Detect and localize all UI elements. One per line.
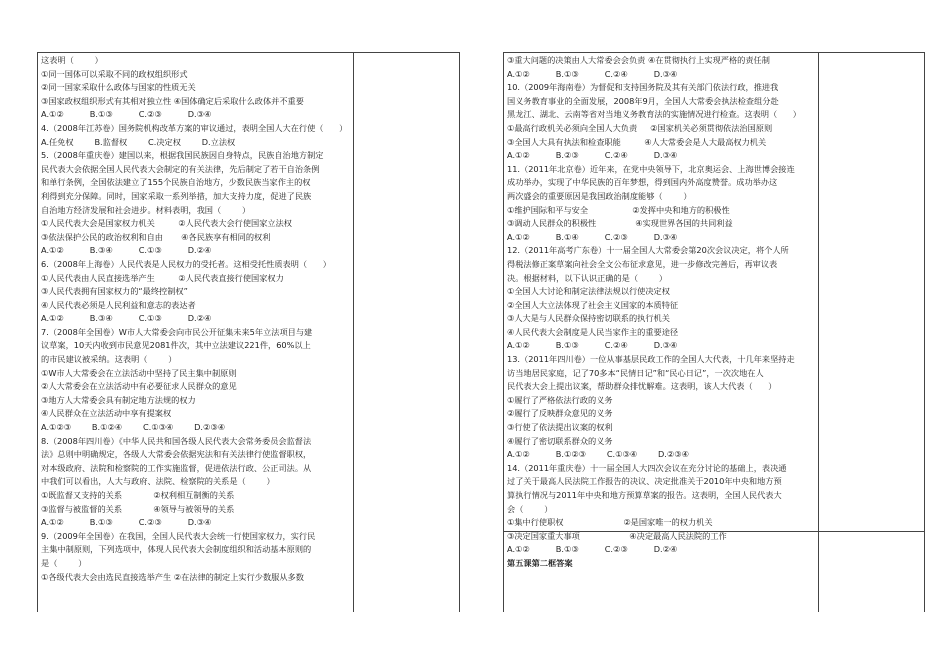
text-line: A.①② B.①③ C.②③ D.③④: [41, 109, 212, 120]
left-top-border: [37, 52, 459, 53]
text-line: 第五课第二框答案: [507, 557, 573, 568]
text-line: ②履行了反映群众意见的义务: [507, 408, 613, 419]
text-line: A.①②③ B.①②④ C.①③④ D.②③④: [41, 422, 226, 433]
text-line: 民代表大会上提出议案，帮助群众排忧解难。这表明，该人大代表（ ）: [507, 381, 777, 392]
text-line: 8.（2008年四川卷）《中华人民共和国各级人民代表大会常务委员会监督法: [41, 435, 312, 446]
text-line: A.①② B.③④ C.①③ D.②④: [41, 313, 212, 324]
text-line: ③重大问题的决策由人大常委会会负责 ④在贯彻执行上实现严格的责任制: [507, 55, 770, 65]
text-line: 10.（2009年海南卷）为督促和支持国务院及其有关部门依法行政，推进我: [507, 82, 779, 93]
text-line: ①最高行政机关必须向全国人大负责 ②国家机关必须贯彻依法治国原则: [507, 122, 773, 133]
text-line: 会（ ）: [507, 503, 553, 514]
text-line: 6.（2008年上海卷）人民代表是人民权力的受托者。这相受托性质表明（ ）: [41, 258, 331, 269]
text-line: 访当地居民家庭，记了70多本“民情日记”和“民心日记”，一次次地在人: [507, 367, 764, 378]
text-line: ①履行了严格依法行政的义务: [507, 394, 613, 405]
text-line: ③行使了依法提出议案的权利: [507, 422, 613, 433]
text-line: 7.（2008年全国卷）W市人大常委会向市民公开征集未来5年立法项目与建: [41, 326, 313, 337]
text-line: ①同一国体可以采取不同的政权组织形式: [41, 68, 188, 79]
text-line: ①人民代表由人民直接选举产生 ②人民代表直接行使国家权力: [41, 272, 284, 283]
text-line: ③人民代表拥有国家权力的“最终控制权”: [41, 286, 188, 297]
text-line: 11.（2011年北京卷）近年来，在党中央领导下，北京奥运会、上海世博会接连: [507, 163, 795, 174]
text-line: ②全国人大立法体现了社会主义国家的本质特征: [507, 299, 679, 310]
text-line: ③监督与被监督的关系 ④领导与被领导的关系: [41, 503, 235, 514]
text-line: 黑龙江、湖北、云南等省对当地义务教育法的实施情况进行检查。这表明（ ）: [507, 109, 801, 120]
text-line: ④履行了密切联系群众的义务: [507, 435, 613, 446]
text-line: ③国家政权组织形式有其相对独立性 ④国体确定后采取什么政体并不重要: [41, 95, 304, 106]
right-left-border: [503, 52, 504, 612]
text-line: 决。根据材料，以下认识正确的是（ ）: [507, 272, 668, 283]
text-line: 自治地方经济发展和社会进步。材料表明，我国（ ）: [41, 204, 251, 215]
text-line: 利得到充分保障。同时，国家采取一系列举措，加大支持力度，促进了民族: [41, 190, 312, 201]
text-line: 的市民建议被采纳。这表明（ ）: [41, 354, 177, 365]
text-line: 是（ ）: [41, 557, 87, 568]
text-line: A.①② B.①③ C.②③ D.③④: [41, 517, 212, 528]
text-line: ①W市人大常委会在立法活动中坚持了民主集中制原则: [41, 367, 237, 378]
text-line: 9.（2009年全国卷）在我国，全国人民代表大会统一行使国家权力，实行民: [41, 530, 316, 541]
text-line: 成功举办，实现了中华民族的百年梦想，得到国内外高度赞誉。成功举办这: [507, 177, 778, 188]
text-line: ③决定国家重大事项 ④决定最高人民法院的工作: [507, 530, 727, 541]
text-line: 5.（2008年重庆卷）建国以来，根据我国民族因自身特点，民族自治地方制定: [41, 150, 324, 161]
text-line: ④人民群众在立法活动中享有提案权: [41, 408, 172, 419]
text-line: ④人民代表大会制度是人民当家作主的重要途径: [507, 326, 679, 337]
text-line: A.①② B.②③ C.②④ D.③④: [507, 150, 678, 161]
text-line: ③地方人大常委会具有制定地方法规的权力: [41, 394, 196, 405]
right-inner-divider: [818, 52, 819, 612]
text-line: A.①② B.③④ C.①③ D.②④: [41, 245, 212, 256]
text-line: 和单行条例，全国依法建立了155个民族自治地方，少数民族当家作主的权: [41, 177, 311, 188]
right-right-border: [924, 52, 925, 612]
text-line: ③调动人民群众的积极性 ④实现世界各国的共同利益: [507, 218, 733, 229]
text-line: ①全国人大讨论和制定法律法规以行使决定权: [507, 286, 670, 297]
right-question-column: [507, 54, 816, 610]
left-lines: [41, 54, 351, 584]
left-left-border: [37, 52, 38, 612]
text-line: 主集中制原则，下列选项中，体现人民代表大会制度组织和活动基本原则的: [41, 544, 312, 555]
text-line: 这表明（ ）: [41, 55, 103, 65]
text-line: 议草案，10天内收到市民意见2081件次，其中立法建议221件，60%以上: [41, 340, 311, 351]
text-line: ①既监督又支持的关系 ②权利相互制衡的关系: [41, 490, 235, 500]
text-line: ①各级代表大会由选民直接选举产生 ②在法律的制定上实行少数服从多数: [41, 571, 304, 582]
text-line: 14.（2011年重庆卷）十一届全国人大四次会议在充分讨论的基础上，表决通: [507, 462, 787, 473]
text-line: A.①② B.①③ C.②④ D.③④: [507, 340, 678, 351]
left-inner-divider: [353, 52, 354, 612]
text-line: ②同一国家采取什么政体与国家的性质无关: [41, 82, 196, 93]
text-line: ①人民代表大会是国家权力机关 ②人民代表大会行使国家立法权: [41, 218, 292, 229]
right-lines: [507, 54, 816, 571]
text-line: 法》总则中明确规定，各级人大常委会依据宪法和有关法律行使监督职权，: [41, 449, 312, 460]
text-line: ①维护国际和平与安全 ②发挥中央和地方的积极性: [507, 204, 730, 215]
text-line: ③全国人大具有执法和检查职能 ④人大常委会是人大最高权力机关: [507, 136, 767, 147]
text-line: A.①② B.①③ C.②③ D.②④: [507, 544, 678, 555]
text-line: 民代表大会依据全国人民代表大会制定的有关法律，先后制定了若干自治条例: [41, 163, 320, 174]
text-line: 对本级政府、法院和检察院的工作实施监督，促进依法行政、公正司法。从: [41, 462, 312, 473]
text-line: ④人民代表必须是人民利益和意志的表达者: [41, 299, 196, 310]
left-question-column: [41, 54, 351, 610]
text-line: ②人大常委会在立法活动中有必要征求人民群众的意见: [41, 381, 237, 392]
text-line: 12.（2011年高考广东卷）十一届全国人大常委会第20次会议决定，将个人所: [507, 245, 789, 256]
text-line: 4.（2008年江苏卷）国务院机构改革方案的审议通过，表明全国人大在行使（ ）: [41, 122, 348, 133]
text-line: ①集中行使职权 ②是国家唯一的权力机关: [507, 517, 713, 528]
text-line: 算执行情况与2011年中央和地方预算草案的报告。这表明，全国人民代表大: [507, 490, 782, 500]
text-line: 两次盛会的重要原因是我国政治制度能够（ ）: [507, 190, 692, 201]
text-line: A.①② B.①②③ C.①③④ D.②③④: [507, 449, 689, 460]
text-line: A.任免权 B.监督权 C.决定权 D.立法权: [41, 136, 236, 147]
text-line: ③依法保护公民的政治权利和自由 ④各民族享有相同的权利: [41, 231, 271, 242]
left-right-border: [459, 52, 460, 612]
text-line: 中我们可以看出，人大与政府、法院、检察院的关系是（ ）: [41, 476, 275, 487]
text-line: 得税法修正案草案向社会全文公布征求意见，进一步修改完善后，再审议表: [507, 258, 778, 269]
text-line: 过了关于最高人民法院工作报告的决议、决定批准关于2010年中央和地方预: [507, 476, 782, 487]
text-line: A.①② B.①③ C.②④ D.③④: [507, 68, 678, 79]
text-line: ③人大是与人民群众保持密切联系的执行机关: [507, 313, 670, 324]
text-line: 13.（2011年四川卷）一位从事基层民政工作的全国人大代表，十几年来坚持走: [507, 354, 795, 365]
right-top-border: [503, 52, 925, 53]
text-line: 国义务教育事业的全面发展，2008年9月，全国人大常委会执法检查组分赴: [507, 95, 779, 106]
text-line: A.①② B.①④ C.②③ D.③④: [507, 231, 678, 242]
